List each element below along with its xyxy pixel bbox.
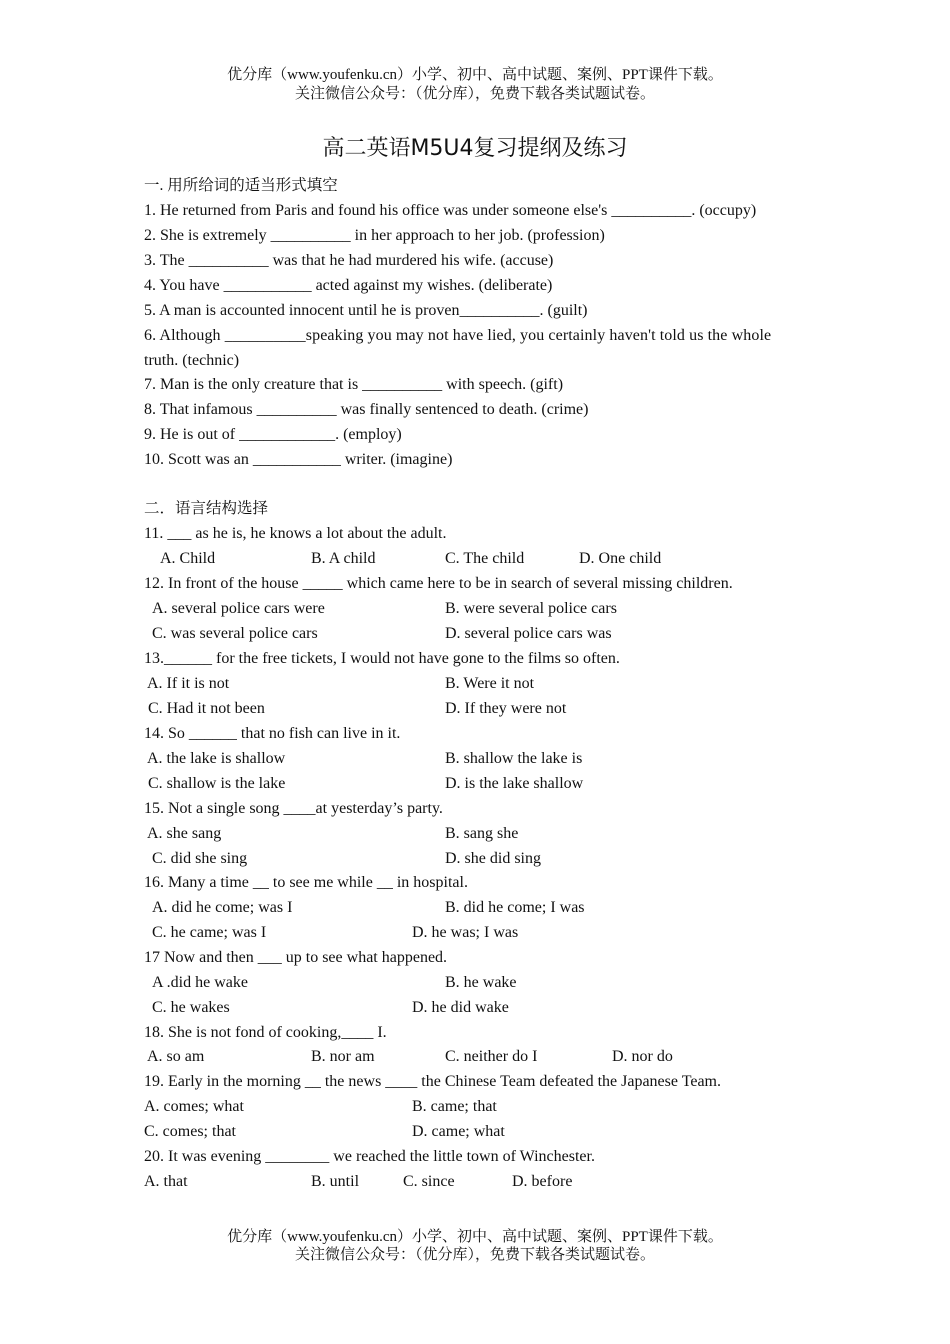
question-11-option-d: D. One child (579, 550, 662, 567)
question-14-option-c: C. shallow is the lake (148, 775, 286, 792)
question-11-option-b: B. A child (311, 550, 376, 567)
question-19-stem: 19. Early in the morning __ the news ____ the Chinese Team defeated the Japanese Team. (144, 1073, 721, 1090)
question-18-option-a: A. so am (147, 1048, 205, 1065)
question-20-option-c: C. since (403, 1173, 455, 1190)
fill-item-9: 9. He is out of ____________. (employ) (144, 426, 402, 443)
question-13-option-d: D. If they were not (445, 700, 567, 717)
question-20-option-b: B. until (311, 1173, 360, 1190)
question-13-option-a: A. If it is not (147, 675, 230, 692)
footer-line-2: 关注微信公众号：（优分库），免费下载各类试题试卷。 (294, 1247, 655, 1263)
question-18-stem: 18. She is not fond of cooking,____ I. (144, 1024, 387, 1041)
question-17-option-b: B. he wake (445, 974, 517, 991)
question-19-option-b: B. came; that (412, 1098, 497, 1115)
question-12-option-b: B. were several police cars (445, 600, 617, 617)
question-15-option-a: A. she sang (147, 825, 222, 842)
question-18-option-c: C. neither do I (445, 1048, 538, 1065)
question-12-stem: 12. In front of the house _____ which came here to be in search of several missing children. (144, 575, 733, 592)
question-14-option-b: B. shallow the lake is (445, 750, 583, 767)
fill-item-10: 10. Scott was an ___________ writer. (imagine) (144, 451, 453, 468)
fill-item-6: 6. Although __________speaking you may not have lied, you certainly haven't told us the whole (144, 327, 772, 344)
question-13-option-b: B. Were it not (445, 675, 535, 692)
question-18-option-b: B. nor am (311, 1048, 375, 1065)
question-19-option-d: D. came; what (412, 1123, 505, 1140)
question-15-option-d: D. she did sing (445, 850, 541, 867)
question-18-option-d: D. nor do (612, 1048, 673, 1065)
fill-item-1: 1. He returned from Paris and found his office was under someone else's __________. (occupy) (144, 202, 757, 219)
header-line-1: 优分库（www.youfenku.cn）小学、初中、高中试题、案例、PPT课件下载。 (227, 67, 723, 83)
question-12-option-c: C. was several police cars (152, 625, 318, 642)
fill-item-5: 5. A man is accounted innocent until he is proven__________. (guilt) (144, 302, 588, 319)
fill-item-4: 4. You have ___________ acted against my wishes. (deliberate) (144, 277, 553, 294)
question-13-stem: 13.______ for the free tickets, I would not have gone to the films so often. (144, 650, 620, 667)
question-19-option-c: C. comes; that (144, 1123, 236, 1140)
question-17-option-a: A .did he wake (152, 974, 248, 991)
fill-item-2: 2. She is extremely __________ in her approach to her job. (profession) (144, 227, 605, 244)
question-12-option-a: A. several police cars were (152, 600, 325, 617)
footer-line-1: 优分库（www.youfenku.cn）小学、初中、高中试题、案例、PPT课件下载。 (227, 1229, 723, 1245)
question-16-option-c: C. he came; was I (152, 924, 267, 941)
fill-item-3: 3. The __________ was that he had murdered his wife. (accuse) (144, 252, 554, 269)
question-16-stem: 16. Many a time __ to see me while __ in hospital. (144, 874, 468, 891)
question-16-option-b: B. did he come; I was (445, 899, 585, 916)
question-16-option-d: D. he was; I was (412, 924, 519, 941)
question-13-option-c: C. Had it not been (148, 700, 265, 717)
question-17-option-c: C. he wakes (152, 999, 230, 1016)
header-line-2: 关注微信公众号：（优分库），免费下载各类试题试卷。 (294, 86, 655, 102)
question-15-option-c: C. did she sing (152, 850, 248, 867)
fill-item-8: 8. That infamous __________ was finally sentenced to death. (crime) (144, 401, 589, 418)
question-17-option-d: D. he did wake (412, 999, 509, 1016)
question-20-stem: 20. It was evening ________ we reached the little town of Winchester. (144, 1148, 595, 1165)
page-title: 高二英语M5U4复习提纲及练习 (322, 136, 628, 161)
question-11-stem: 11. ___ as he is, he knows a lot about the adult. (144, 525, 447, 542)
question-15-stem: 15. Not a single song ____at yesterday’s party. (144, 800, 443, 817)
question-16-option-a: A. did he come; was I (152, 899, 293, 916)
question-14-stem: 14. So ______ that no fish can live in it. (144, 725, 401, 742)
question-14-option-a: A. the lake is shallow (147, 750, 286, 767)
question-20-option-d: D. before (512, 1173, 573, 1190)
question-15-option-b: B. sang she (445, 825, 519, 842)
fill-item-6-continued: truth. (technic) (144, 352, 240, 369)
question-11-option-a: A. Child (160, 550, 216, 567)
question-14-option-d: D. is the lake shallow (445, 775, 584, 792)
question-20-option-a: A. that (144, 1173, 188, 1190)
section-1-heading: 一. 用所给词的适当形式填空 (144, 177, 338, 194)
question-12-option-d: D. several police cars was (445, 625, 612, 642)
question-11-option-c: C. The child (445, 550, 525, 567)
fill-item-7: 7. Man is the only creature that is __________ with speech. (gift) (144, 376, 564, 393)
section-2-heading: 二．语言结构选择 (144, 500, 269, 517)
question-19-option-a: A. comes; what (144, 1098, 244, 1115)
question-17-stem: 17 Now and then ___ up to see what happened. (144, 949, 448, 966)
